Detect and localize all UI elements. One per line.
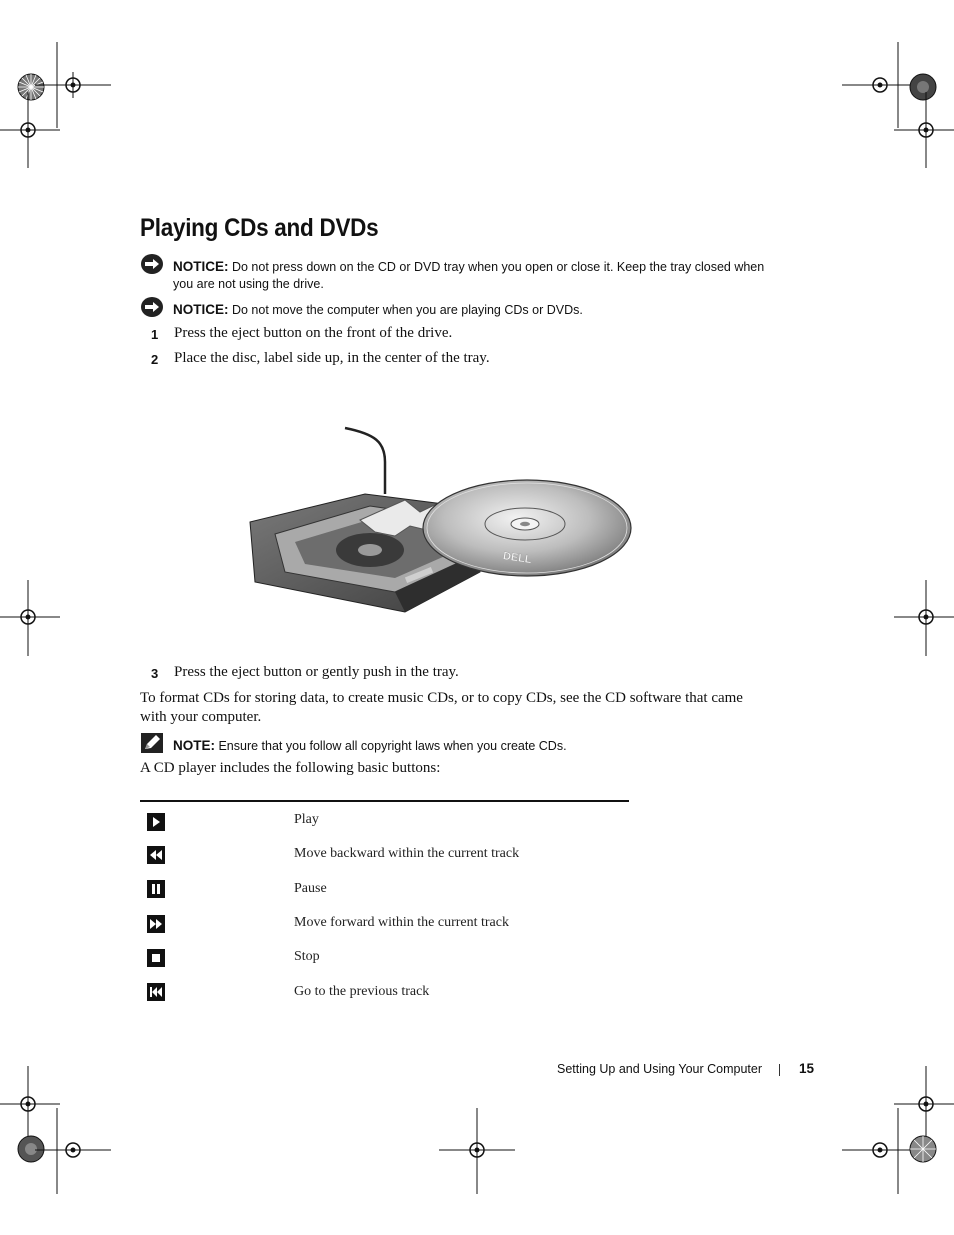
footer-section-title: Setting Up and Using Your Computer	[557, 1062, 762, 1076]
note-text: Ensure that you follow all copyright laws when you create CDs.	[215, 739, 567, 753]
footer-separator	[779, 1064, 780, 1076]
buttons-intro-paragraph: A CD player includes the following basic buttons:	[140, 760, 441, 776]
table-top-rule	[140, 800, 629, 802]
crosshair-mark-icon	[35, 1108, 111, 1194]
crosshair-mark-icon	[894, 1066, 954, 1142]
crosshair-mark-icon	[439, 1108, 515, 1194]
fast-forward-icon	[147, 915, 165, 933]
step-text: Place the disc, label side up, in the center of the tray.	[174, 350, 490, 366]
note-label: NOTE:	[173, 738, 215, 753]
crosshair-mark-icon	[894, 92, 954, 168]
step-text: Press the eject button or gently push in the tray.	[174, 664, 459, 680]
crosshair-mark-icon	[894, 580, 954, 656]
step-number: 1	[151, 327, 159, 342]
previous-track-icon	[147, 983, 165, 1001]
notice-text: Do not press down on the CD or DVD tray when you open or close it. Keep the tray closed when you are not using the drive.	[173, 260, 765, 291]
button-label: Play	[294, 812, 319, 827]
format-paragraph: To format CDs for storing data, to create music CDs, or to copy CDs, see the CD software that came with your computer.	[140, 690, 743, 725]
notice-paragraph	[173, 258, 773, 293]
note-pencil-icon	[141, 733, 163, 758]
notice-text: Do not move the computer when you are playing CDs or DVDs.	[228, 303, 583, 317]
page-number: 15	[799, 1061, 815, 1076]
note-paragraph	[173, 737, 773, 755]
notice-label: NOTICE:	[173, 302, 229, 317]
notice-label: NOTICE:	[173, 259, 229, 274]
notice-icon	[140, 296, 164, 323]
play-icon	[147, 813, 165, 831]
step-number: 3	[151, 666, 159, 681]
step-text: Press the eject button on the front of the drive.	[174, 325, 453, 341]
page-title: Playing CDs and DVDs	[140, 214, 379, 242]
notice-paragraph	[173, 301, 773, 319]
registration-mark-icon	[909, 1135, 937, 1163]
notice-icon	[140, 253, 164, 280]
stop-icon	[147, 949, 165, 967]
crosshair-mark-icon	[0, 92, 60, 168]
pause-icon	[147, 880, 165, 898]
button-label: Move forward within the current track	[294, 915, 509, 930]
button-label: Move backward within the current track	[294, 846, 520, 861]
crosshair-mark-icon	[0, 580, 60, 656]
rewind-icon	[147, 846, 165, 864]
dell-logo: DELL	[502, 550, 533, 567]
button-label: Go to the previous track	[294, 984, 430, 999]
button-label: Stop	[294, 949, 320, 964]
button-label: Pause	[294, 881, 327, 896]
cd-drive-illustration	[245, 422, 645, 622]
step-number: 2	[151, 352, 159, 367]
